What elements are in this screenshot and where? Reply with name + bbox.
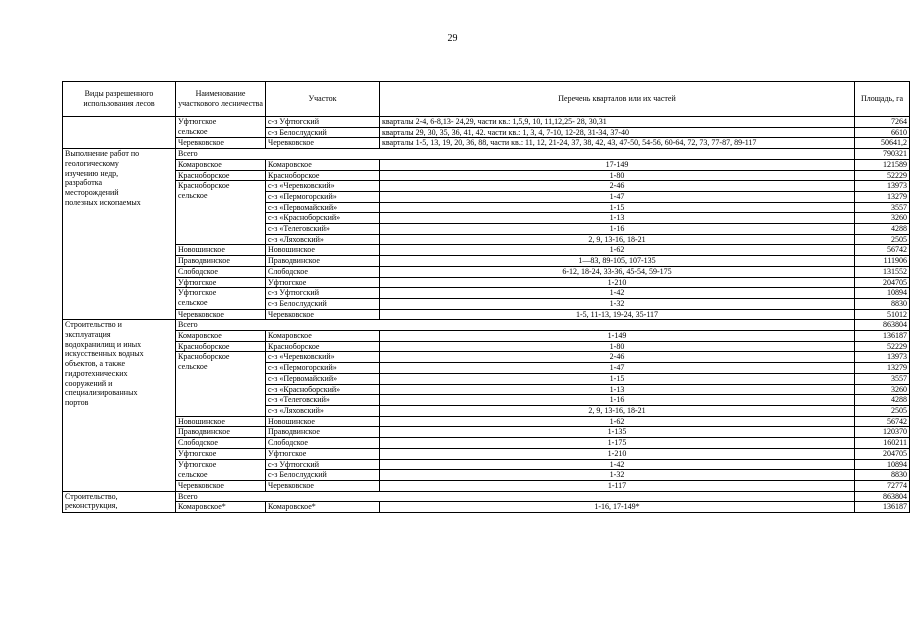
forestry-line: Красноборское — [178, 352, 230, 362]
quarters-cell: 1-16 — [380, 224, 855, 235]
quarters-cell: 1-47 — [380, 191, 855, 202]
use-line: реконструкция, — [65, 501, 118, 511]
site-cell: Новошинское — [266, 245, 380, 256]
table-row — [63, 416, 910, 427]
site-cell: Черевковское — [266, 309, 380, 320]
quarters-cell: 1-32 — [380, 470, 855, 481]
header-forestry: Наименование участкового лесничества — [176, 82, 266, 117]
use-line: эксплуатация — [65, 330, 111, 340]
quarters-cell: 1-149 — [380, 331, 855, 342]
area-cell: 13279 — [855, 363, 910, 374]
table-row — [63, 159, 910, 170]
area-total: 790321 — [855, 149, 910, 160]
site-cell: Комаровское — [266, 331, 380, 342]
forest-use-table — [62, 81, 910, 513]
table-row — [63, 320, 910, 331]
forestry-cell: Праводвинское — [176, 256, 266, 267]
site-cell: Черевковское — [266, 138, 380, 149]
site-cell: с-з «Пермогорский» — [266, 363, 380, 374]
site-cell: Комаровское — [266, 159, 380, 170]
table-row — [63, 502, 910, 513]
site-cell: с-з «Телеговский» — [266, 395, 380, 406]
area-cell: 131552 — [855, 266, 910, 277]
site-cell: с-з «Ляховский» — [266, 234, 380, 245]
use-line: разработка — [65, 178, 103, 188]
area-cell: 13279 — [855, 191, 910, 202]
quarters-cell: 1-210 — [380, 448, 855, 459]
area-cell: 56742 — [855, 245, 910, 256]
area-cell: 52229 — [855, 341, 910, 352]
area-cell: 8830 — [855, 298, 910, 309]
quarters-cell: 1-13 — [380, 384, 855, 395]
forestry-line: сельское — [178, 190, 208, 200]
quarters-cell: 1-117 — [380, 480, 855, 491]
site-cell: Слободское — [266, 266, 380, 277]
use-cell-reservoirs — [63, 320, 176, 491]
forestry-cell: Черевковское — [176, 138, 266, 149]
table-row — [63, 491, 910, 502]
forestry-cell: Слободское — [176, 266, 266, 277]
area-cell: 2505 — [855, 234, 910, 245]
table-row — [63, 266, 910, 277]
table-row — [63, 170, 910, 181]
use-line: гидротехнических — [65, 368, 128, 378]
area-cell: 3557 — [855, 373, 910, 384]
page-number: 29 — [447, 33, 458, 44]
quarters-cell: 1-210 — [380, 277, 855, 288]
total-label: Всего — [176, 320, 855, 331]
table-row — [63, 138, 910, 149]
quarters-cell: 1-42 — [380, 459, 855, 470]
area-cell: 13973 — [855, 181, 910, 192]
site-cell: с-з Белослудский — [266, 470, 380, 481]
site-cell: Комаровское* — [266, 502, 380, 513]
area-cell: 4288 — [855, 224, 910, 235]
area-cell: 13973 — [855, 352, 910, 363]
site-cell: с-з «Пермогорский» — [266, 191, 380, 202]
quarters-cell: кварталы 2-4, 6-8,13- 24,29, части кв.: 1,5,9, 10, 11,12,25- 28, 30,31 — [380, 117, 855, 128]
use-cell-geology — [63, 149, 176, 320]
area-total: 863804 — [855, 491, 910, 502]
forestry-cell: сельское — [176, 298, 266, 309]
area-cell: 72774 — [855, 480, 910, 491]
header-site: Участок — [266, 82, 380, 117]
quarters-cell: 1-16, 17-149* — [380, 502, 855, 513]
use-line: искусственных водных — [65, 349, 144, 359]
quarters-cell: кварталы 1-5, 13, 19, 20, 36, 88, части кв.: 11, 12, 21-24, 37, 38, 42, 43, 47-50, 54-56, 60-64, 72, 73, 77-87, 89-117 — [380, 138, 855, 149]
site-cell: с-з Белослудский — [266, 298, 380, 309]
forestry-cell: Красноборское — [176, 170, 266, 181]
area-cell: 120370 — [855, 427, 910, 438]
forestry-cell: Уфтюгское — [176, 288, 266, 299]
use-line: изучению недр, — [65, 168, 119, 178]
quarters-cell: 1-32 — [380, 298, 855, 309]
area-cell: 50641,2 — [855, 138, 910, 149]
quarters-cell: 1-42 — [380, 288, 855, 299]
area-cell: 160211 — [855, 438, 910, 449]
quarters-cell: 1-62 — [380, 245, 855, 256]
forestry-cell: Комаровское — [176, 159, 266, 170]
use-line: Строительство и — [65, 320, 122, 330]
quarters-cell: 1-13 — [380, 213, 855, 224]
site-cell: Красноборское — [266, 170, 380, 181]
forestry-cell: Слободское — [176, 438, 266, 449]
area-cell: 204705 — [855, 277, 910, 288]
table-row — [63, 288, 910, 299]
area-cell: 52229 — [855, 170, 910, 181]
table-row — [63, 149, 910, 160]
quarters-cell: 1-5, 11-13, 19-24, 35-117 — [380, 309, 855, 320]
quarters-cell: кварталы 29, 30, 35, 36, 41, 42. части кв.: 1, 3, 4, 7-10, 12-28, 31-34, 37-40 — [380, 127, 855, 138]
header-quarters: Перечень кварталов или их частей — [380, 82, 855, 117]
area-cell: 3557 — [855, 202, 910, 213]
use-cell-reconstruction — [63, 491, 176, 512]
site-cell: с-з «Первомайский» — [266, 202, 380, 213]
use-line: объектов, а также — [65, 359, 126, 369]
forestry-cell: Уфтюгское — [176, 448, 266, 459]
table-row — [63, 256, 910, 267]
table-row — [63, 277, 910, 288]
forestry-cell: сельское — [176, 470, 266, 481]
quarters-cell: 1-80 — [380, 341, 855, 352]
table-row — [63, 470, 910, 481]
forestry-cell-group — [176, 352, 266, 416]
table-row — [63, 448, 910, 459]
forestry-cell: Новошинское — [176, 245, 266, 256]
forestry-cell: сельское — [176, 127, 266, 138]
forestry-cell-group — [176, 181, 266, 245]
site-cell: с-з Уфтюгский — [266, 459, 380, 470]
use-line: водохранилищ и иных — [65, 339, 142, 349]
area-cell: 3260 — [855, 384, 910, 395]
area-cell: 8830 — [855, 470, 910, 481]
quarters-cell: 1—83, 89-105, 107-135 — [380, 256, 855, 267]
quarters-cell: 1-175 — [380, 438, 855, 449]
area-cell: 136187 — [855, 331, 910, 342]
use-line: специализированных — [65, 388, 138, 398]
table-row — [63, 459, 910, 470]
site-cell: с-з «Ляховский» — [266, 405, 380, 416]
quarters-cell: 1-80 — [380, 170, 855, 181]
quarters-cell: 1-15 — [380, 373, 855, 384]
quarters-cell: 2, 9, 13-16, 18-21 — [380, 234, 855, 245]
quarters-cell: 1-135 — [380, 427, 855, 438]
site-cell: с-з «Красноборский» — [266, 213, 380, 224]
site-cell: Праводвинское — [266, 427, 380, 438]
header-area: Площадь, га — [855, 82, 910, 117]
site-cell: с-з Уфтюгский — [266, 117, 380, 128]
site-cell: с-з «Красноборский» — [266, 384, 380, 395]
site-cell: с-з Белослудский — [266, 127, 380, 138]
area-cell: 7264 — [855, 117, 910, 128]
forestry-cell: Уфтюгское — [176, 277, 266, 288]
forestry-cell: Комаровское — [176, 331, 266, 342]
forestry-cell: Уфтюгское — [176, 117, 266, 128]
site-cell: Красноборское — [266, 341, 380, 352]
site-cell: с-з Уфтюгский — [266, 288, 380, 299]
quarters-cell: 6-12, 18-24, 33-36, 45-54, 59-175 — [380, 266, 855, 277]
table-header-row — [63, 82, 910, 117]
area-cell: 2505 — [855, 405, 910, 416]
table-row — [63, 438, 910, 449]
area-cell: 10894 — [855, 288, 910, 299]
site-cell: Уфтюгское — [266, 277, 380, 288]
table-row — [63, 245, 910, 256]
site-cell: Уфтюгское — [266, 448, 380, 459]
table-row — [63, 352, 910, 363]
area-cell: 121589 — [855, 159, 910, 170]
site-cell: Слободское — [266, 438, 380, 449]
use-line: месторождений — [65, 187, 119, 197]
use-line: полезных ископаемых — [65, 197, 141, 207]
forestry-cell: Черевковское — [176, 480, 266, 491]
total-label: Всего — [176, 491, 855, 502]
area-cell: 56742 — [855, 416, 910, 427]
quarters-cell: 2, 9, 13-16, 18-21 — [380, 405, 855, 416]
site-cell: Черевковское — [266, 480, 380, 491]
site-cell: с-з «Черевковский» — [266, 352, 380, 363]
quarters-cell: 1-62 — [380, 416, 855, 427]
area-cell: 10894 — [855, 459, 910, 470]
table-row — [63, 309, 910, 320]
area-cell: 6610 — [855, 127, 910, 138]
site-cell: с-з «Первомайский» — [266, 373, 380, 384]
use-cell-continued — [63, 117, 176, 149]
area-cell: 51012 — [855, 309, 910, 320]
forestry-cell: Черевковское — [176, 309, 266, 320]
table-row — [63, 181, 910, 192]
table-row — [63, 427, 910, 438]
area-total: 863804 — [855, 320, 910, 331]
table-row — [63, 331, 910, 342]
area-cell: 204705 — [855, 448, 910, 459]
total-label: Всего — [176, 149, 855, 160]
site-cell: Новошинское — [266, 416, 380, 427]
site-cell: с-з «Черевковский» — [266, 181, 380, 192]
area-cell: 136187 — [855, 502, 910, 513]
quarters-cell: 1-16 — [380, 395, 855, 406]
forestry-cell: Уфтюгское — [176, 459, 266, 470]
table-row — [63, 480, 910, 491]
use-line: геологическому — [65, 158, 119, 168]
table-row — [63, 127, 910, 138]
forestry-cell: Новошинское — [176, 416, 266, 427]
use-line: сооружений и — [65, 378, 113, 388]
forestry-cell: Праводвинское — [176, 427, 266, 438]
area-cell: 3260 — [855, 213, 910, 224]
header-use: Виды разрешенного использования лесов — [63, 82, 176, 117]
table-row — [63, 117, 910, 128]
quarters-cell: 1-15 — [380, 202, 855, 213]
area-cell: 111906 — [855, 256, 910, 267]
use-line: Выполнение работ по — [65, 149, 140, 159]
table-row — [63, 341, 910, 352]
forestry-cell: Комаровское* — [176, 502, 266, 513]
forestry-cell: Красноборское — [176, 341, 266, 352]
table-row — [63, 298, 910, 309]
forestry-line: сельское — [178, 362, 208, 372]
quarters-cell: 2-46 — [380, 352, 855, 363]
forestry-line: Красноборское — [178, 181, 230, 191]
area-cell: 4288 — [855, 395, 910, 406]
quarters-cell: 2-46 — [380, 181, 855, 192]
quarters-cell: 17-149 — [380, 159, 855, 170]
use-line: Строительство, — [65, 491, 118, 501]
use-line: портов — [65, 397, 89, 407]
site-cell: Праводвинское — [266, 256, 380, 267]
quarters-cell: 1-47 — [380, 363, 855, 374]
site-cell: с-з «Телеговский» — [266, 224, 380, 235]
